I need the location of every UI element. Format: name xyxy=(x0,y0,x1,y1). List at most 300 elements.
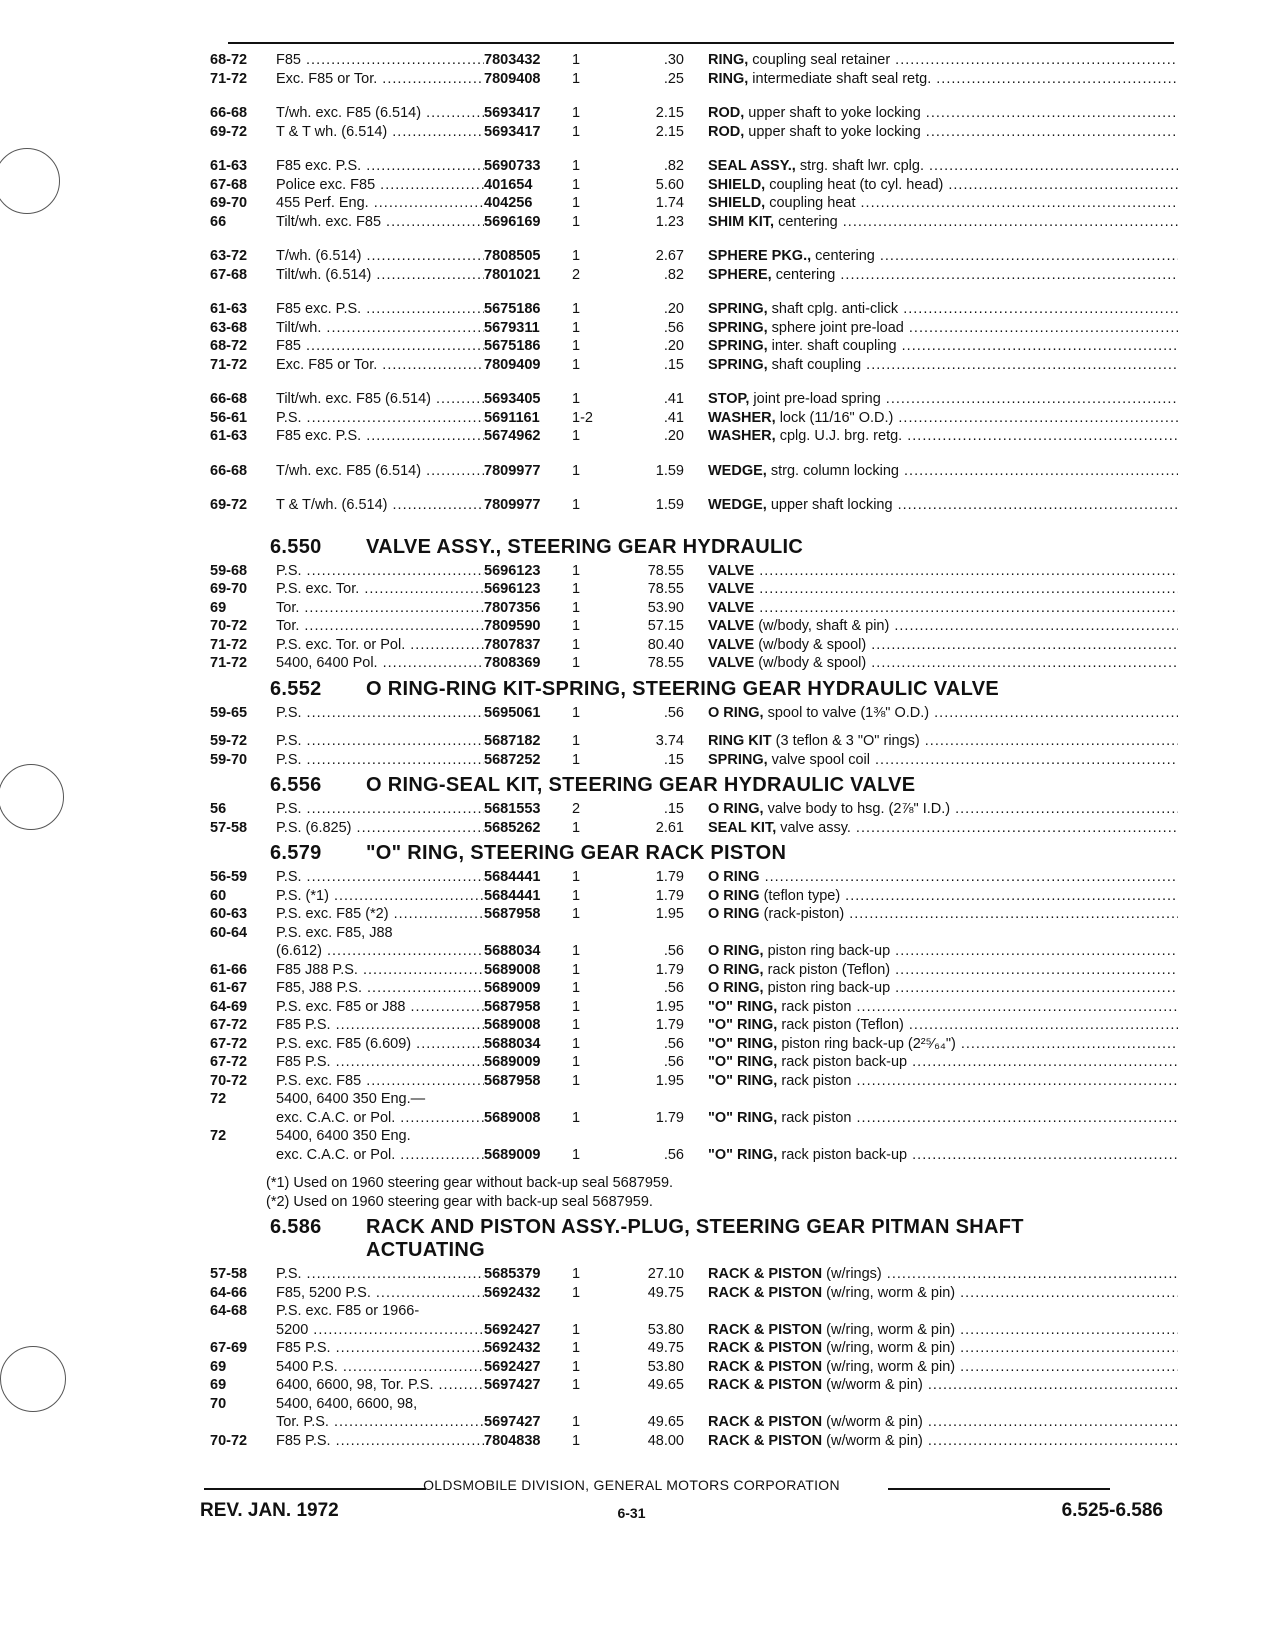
parts-list xyxy=(210,52,1178,1451)
part-row xyxy=(210,869,1178,888)
section-heading xyxy=(270,774,1178,797)
usage: T/wh. (6.514) ..... xyxy=(276,248,484,264)
part-row xyxy=(210,52,1178,71)
part-name: SPRING, xyxy=(708,301,768,317)
quantity: 1 xyxy=(572,704,581,721)
part-number: 5697427 xyxy=(484,1414,541,1430)
quantity: 1-2 xyxy=(572,409,593,426)
part-number: 7807356 xyxy=(484,599,541,616)
part-number: 7809977 xyxy=(484,497,541,513)
model-years: 70-72 xyxy=(210,1432,248,1449)
part-name: VALVE xyxy=(708,599,755,616)
description xyxy=(708,267,1178,283)
part-detail: centering xyxy=(771,266,836,283)
usage: P.S. exc. F85 or 1966- xyxy=(276,1303,420,1319)
quantity: 1 xyxy=(572,1109,581,1126)
price: 78.55 xyxy=(647,562,684,579)
part-row xyxy=(210,1266,1178,1285)
part-name: SPRING, xyxy=(708,319,768,336)
part-name: RING, xyxy=(708,52,749,68)
section-number: 6.556 xyxy=(270,774,322,796)
section-heading xyxy=(270,678,1178,701)
quantity: 1 xyxy=(572,618,581,634)
part-detail: inter. shaft coupling xyxy=(767,338,897,354)
part-row xyxy=(210,410,1178,429)
price: 53.80 xyxy=(647,1321,684,1338)
price: 2.15 xyxy=(655,123,684,140)
description xyxy=(708,801,1178,817)
usage: F85 P.S. ..... xyxy=(276,1340,484,1356)
usage: Exc. F85 or Tor. ..... xyxy=(276,357,484,373)
model-years: 69-70 xyxy=(210,195,248,211)
usage: P.S. ..... xyxy=(276,705,484,721)
price: 27.10 xyxy=(647,1266,684,1282)
part-row xyxy=(210,1433,1178,1452)
usage: 5200 ..... xyxy=(276,1322,484,1338)
part-number: 5687182 xyxy=(484,733,541,749)
description xyxy=(708,1340,1178,1356)
part-name: RACK & PISTON xyxy=(708,1321,823,1338)
part-name: SEAL ASSY., xyxy=(708,158,796,174)
part-name: SHIELD, xyxy=(708,176,766,193)
model-years: 66-68 xyxy=(210,391,248,407)
part-row xyxy=(210,1340,1178,1359)
quantity: 1 xyxy=(572,123,581,140)
quantity: 1 xyxy=(572,1358,581,1375)
page-number: 6-31 xyxy=(617,1505,646,1521)
price: 53.80 xyxy=(647,1358,684,1375)
part-row xyxy=(210,980,1178,999)
section-title xyxy=(366,1216,1178,1262)
usage: F85 exc. P.S. ..... xyxy=(276,158,484,174)
section-title-line: O RING-RING KIT-SPRING, STEERING GEAR HYDRAULIC VALVE xyxy=(366,677,999,700)
part-detail: strg. column locking xyxy=(766,462,899,479)
part-name: SPRING, xyxy=(708,751,768,768)
part-row xyxy=(210,428,1178,447)
model-years: 72 xyxy=(210,1128,227,1144)
usage: F85, J88 P.S. ..... xyxy=(276,980,484,996)
part-row xyxy=(210,563,1178,582)
usage: P.S. (6.825) ..... xyxy=(276,820,484,836)
usage: P.S. exc. F85 (*2) ..... xyxy=(276,906,484,922)
description xyxy=(708,1359,1178,1375)
usage: F85 P.S. ..... xyxy=(276,1054,484,1070)
description xyxy=(708,124,1178,140)
part-number: 5685379 xyxy=(484,1266,541,1282)
quantity: 1 xyxy=(572,52,581,68)
usage: exc. C.A.C. or Pol. ..... xyxy=(276,1147,484,1163)
part-number: 5684441 xyxy=(484,869,541,885)
price: .56 xyxy=(663,943,684,959)
description xyxy=(708,301,1178,317)
part-number: 5689009 xyxy=(484,1054,541,1070)
part-row xyxy=(210,71,1178,90)
usage: Tilt/wh. ..... xyxy=(276,320,484,336)
part-number: 5693417 xyxy=(484,105,541,121)
group-spacer xyxy=(210,375,1178,391)
usage: P.S. ..... xyxy=(276,563,484,579)
part-number: 7803432 xyxy=(484,52,541,68)
usage: 5400, 6400 350 Eng. xyxy=(276,1128,411,1144)
quantity: 1 xyxy=(572,1146,581,1163)
section-number: 6.579 xyxy=(270,842,322,864)
usage: 5400, 6400 Pol. ..... xyxy=(276,655,484,671)
model-years: 69 xyxy=(210,1358,227,1375)
description xyxy=(708,320,1178,336)
part-name: O RING, xyxy=(708,943,764,959)
part-number: 5687252 xyxy=(484,751,541,768)
group-spacer xyxy=(210,142,1178,158)
part-number: 5697427 xyxy=(484,1377,541,1393)
usage: 5400, 6400, 6600, 98, xyxy=(276,1395,418,1412)
usage: P.S. ..... xyxy=(276,869,484,885)
usage: P.S. ..... xyxy=(276,410,484,426)
description xyxy=(708,1285,1178,1301)
quantity: 1 xyxy=(572,1321,581,1338)
price: .56 xyxy=(663,1035,684,1052)
part-detail: sphere joint pre-load xyxy=(767,319,904,336)
part-detail: (w/ring, worm & pin) xyxy=(822,1321,956,1338)
part-number: 7808369 xyxy=(484,655,541,671)
part-name: RACK & PISTON xyxy=(708,1284,823,1301)
group-spacer xyxy=(210,232,1178,248)
description xyxy=(708,463,1178,479)
part-detail: (w/worm & pin) xyxy=(822,1414,923,1430)
description xyxy=(708,600,1178,616)
model-years: 68-72 xyxy=(210,52,248,68)
section-number: 6.552 xyxy=(270,677,322,700)
usage: F85 ..... xyxy=(276,52,484,68)
notes-spacer xyxy=(210,1165,1178,1175)
part-number: 5675186 xyxy=(484,301,541,317)
part-row xyxy=(210,733,1178,752)
section-title-line: VALVE ASSY., STEERING GEAR HYDRAULIC xyxy=(366,535,804,558)
description xyxy=(708,999,1178,1015)
part-detail: (w/worm & pin) xyxy=(822,1377,923,1393)
usage: P.S. exc. F85 (6.609) ..... xyxy=(276,1036,484,1052)
quantity: 1 xyxy=(572,428,581,444)
usage: Tilt/wh. exc. F85 (6.514) ..... xyxy=(276,391,484,407)
part-detail: rack piston back-up xyxy=(777,1146,908,1163)
part-detail: valve body to hsg. (2⅞" I.D.) xyxy=(763,801,951,817)
model-years: 67-68 xyxy=(210,266,248,283)
model-years: 71-72 xyxy=(210,356,248,373)
part-row xyxy=(210,248,1178,267)
quantity: 1 xyxy=(572,176,581,193)
part-detail: (w/body & spool) xyxy=(754,655,867,671)
part-name: SEAL KIT, xyxy=(708,819,777,836)
price: .20 xyxy=(663,301,684,317)
part-detail: rack piston (Teflon) xyxy=(777,1017,904,1033)
part-detail: (rack-piston) xyxy=(759,906,845,922)
quantity: 1 xyxy=(572,980,581,996)
model-years: 71-72 xyxy=(210,636,248,653)
usage: P.S. ..... xyxy=(276,752,484,768)
usage: exc. C.A.C. or Pol. ..... xyxy=(276,1110,484,1126)
quantity: 1 xyxy=(572,961,581,978)
page-range: 6.525-6.586 xyxy=(1061,1500,1163,1521)
price: 1.59 xyxy=(655,462,684,479)
price: 78.55 xyxy=(647,581,684,597)
price: .56 xyxy=(663,1146,684,1163)
section-title-line: RACK AND PISTON ASSY.-PLUG, STEERING GEAR PITMAN SHAFT xyxy=(366,1216,1024,1238)
description xyxy=(708,357,1178,373)
part-detail: joint pre-load spring xyxy=(749,391,881,407)
model-years: 57-58 xyxy=(210,819,248,836)
description xyxy=(708,581,1178,597)
usage: P.S. exc. F85, J88 xyxy=(276,924,393,941)
part-number: 5688034 xyxy=(484,1035,541,1052)
quantity: 1 xyxy=(572,213,581,230)
part-detail: centering xyxy=(774,213,838,230)
price: 1.95 xyxy=(655,998,684,1015)
part-detail: (w/ring, worm & pin) xyxy=(822,1340,956,1356)
part-number: 5689009 xyxy=(484,1146,541,1163)
section-title xyxy=(366,536,1178,559)
quantity: 1 xyxy=(572,943,581,959)
price: 1.79 xyxy=(655,887,684,904)
quantity: 1 xyxy=(572,1266,581,1282)
usage: Tor. ..... xyxy=(276,618,484,634)
part-number: 5692427 xyxy=(484,1358,541,1375)
description xyxy=(708,943,1178,959)
usage: F85 P.S. ..... xyxy=(276,1017,484,1033)
part-row xyxy=(210,177,1178,196)
usage: F85 J88 P.S. ..... xyxy=(276,962,484,978)
part-name: WEDGE, xyxy=(708,497,767,513)
quantity: 1 xyxy=(572,1072,581,1089)
part-detail: intermediate shaft seal retg. xyxy=(748,70,932,87)
part-name: VALVE xyxy=(708,655,755,671)
model-years: 56 xyxy=(210,801,227,817)
model-years: 69-70 xyxy=(210,581,248,597)
part-detail: coupling seal retainer xyxy=(748,52,891,68)
part-row xyxy=(210,581,1178,600)
usage: Tilt/wh. (6.514) ..... xyxy=(276,267,484,283)
price: 3.74 xyxy=(655,733,684,749)
part-name: RACK & PISTON xyxy=(708,1432,823,1449)
price: .30 xyxy=(663,52,684,68)
part-number: 5688034 xyxy=(484,943,541,959)
usage: P.S. ..... xyxy=(276,733,484,749)
price: .15 xyxy=(663,356,684,373)
description xyxy=(708,705,1178,721)
price: 1.74 xyxy=(655,195,684,211)
part-row xyxy=(210,1303,1178,1322)
part-row xyxy=(210,1073,1178,1092)
part-name: RACK & PISTON xyxy=(708,1377,823,1393)
part-detail: centering xyxy=(811,248,875,264)
description xyxy=(708,906,1178,922)
model-years: 66 xyxy=(210,213,227,230)
part-detail: rack piston back-up xyxy=(777,1054,908,1070)
part-row xyxy=(210,820,1178,839)
part-number: 5695061 xyxy=(484,704,541,721)
model-years: 66-68 xyxy=(210,105,248,121)
part-number: 5692427 xyxy=(484,1321,541,1338)
section-title-line: "O" RING, STEERING GEAR RACK PISTON xyxy=(366,842,787,864)
part-row xyxy=(210,888,1178,907)
part-row xyxy=(210,1322,1178,1341)
quantity: 1 xyxy=(572,562,581,579)
part-name: "O" RING, xyxy=(708,1072,778,1089)
model-years: 59-72 xyxy=(210,733,248,749)
quantity: 1 xyxy=(572,998,581,1015)
part-number: 5692432 xyxy=(484,1340,541,1356)
part-number: 5689008 xyxy=(484,1017,541,1033)
model-years: 69 xyxy=(210,599,227,616)
part-row xyxy=(210,497,1178,516)
model-years: 67-69 xyxy=(210,1340,248,1356)
section-title xyxy=(366,842,1178,865)
top-rule xyxy=(228,42,1174,44)
quantity: 1 xyxy=(572,819,581,836)
part-row xyxy=(210,1396,1178,1415)
part-row xyxy=(210,1054,1178,1073)
quantity: 1 xyxy=(572,655,581,671)
footer-division: OLDSMOBILE DIVISION, GENERAL MOTORS CORPORATION xyxy=(423,1477,840,1493)
part-detail: (w/body, shaft & pin) xyxy=(754,618,890,634)
part-row xyxy=(210,1036,1178,1055)
quantity: 1 xyxy=(572,1017,581,1033)
part-number: 7808505 xyxy=(484,248,541,264)
part-detail: (w/body & spool) xyxy=(754,636,867,653)
usage: F85 exc. P.S. ..... xyxy=(276,428,484,444)
part-detail: rack piston xyxy=(777,1072,852,1089)
part-detail: (teflon type) xyxy=(759,887,841,904)
section-title-line: ACTUATING xyxy=(366,1239,485,1261)
part-number: 5691161 xyxy=(484,409,540,426)
part-number: 5689008 xyxy=(484,961,541,978)
description xyxy=(708,563,1178,579)
usage: P.S. exc. Tor. or Pol. ..... xyxy=(276,637,484,653)
part-detail: spool to valve (1⅜" O.D.) xyxy=(763,704,930,721)
price: .20 xyxy=(663,428,684,444)
quantity: 1 xyxy=(572,497,581,513)
part-row xyxy=(210,124,1178,143)
usage: T & T wh. (6.514) ..... xyxy=(276,124,484,140)
part-detail: valve spool coil xyxy=(767,751,870,768)
part-detail: (w/ring, worm & pin) xyxy=(822,1358,956,1375)
section-heading xyxy=(270,536,1178,559)
quantity: 1 xyxy=(572,1414,581,1430)
part-number: 5679311 xyxy=(484,319,540,336)
price: 5.60 xyxy=(655,176,684,193)
usage: T/wh. exc. F85 (6.514) ..... xyxy=(276,105,484,121)
quantity: 1 xyxy=(572,906,581,922)
usage: P.S. exc. Tor. ..... xyxy=(276,581,484,597)
description xyxy=(708,820,1178,836)
part-name: "O" RING, xyxy=(708,998,778,1015)
price: 1.79 xyxy=(655,1017,684,1033)
usage: 455 Perf. Eng. ..... xyxy=(276,195,484,211)
part-number: 5696123 xyxy=(484,581,541,597)
price: .82 xyxy=(663,158,684,174)
part-name: SPRING, xyxy=(708,338,768,354)
usage: P.S. (*1) ..... xyxy=(276,888,484,904)
part-detail: piston ring back-up (2²⁵⁄₆₄") xyxy=(777,1035,956,1052)
part-row xyxy=(210,1377,1178,1396)
model-years: 59-65 xyxy=(210,704,248,721)
price: 49.65 xyxy=(647,1414,684,1430)
price: .56 xyxy=(663,980,684,996)
part-name: VALVE xyxy=(708,581,755,597)
part-name: O RING, xyxy=(708,980,764,996)
punch-hole-middle xyxy=(0,764,64,830)
part-name: O RING xyxy=(708,906,760,922)
quantity: 2 xyxy=(572,266,581,283)
part-detail: shaft coupling xyxy=(767,356,862,373)
model-years: 70-72 xyxy=(210,618,248,634)
part-number: 401654 xyxy=(484,176,533,193)
part-number: 5689008 xyxy=(484,1109,541,1126)
part-name: "O" RING, xyxy=(708,1109,778,1126)
price: 1.79 xyxy=(655,869,684,885)
description xyxy=(708,1017,1178,1033)
model-years: 64-66 xyxy=(210,1284,248,1301)
part-name: RACK & PISTON xyxy=(708,1414,823,1430)
part-row xyxy=(210,1017,1178,1036)
description xyxy=(708,410,1178,426)
quantity: 1 xyxy=(572,319,581,336)
price: .56 xyxy=(663,704,684,721)
price: 48.00 xyxy=(647,1432,684,1449)
quantity: 1 xyxy=(572,105,581,121)
section-number: 6.550 xyxy=(270,535,322,558)
part-detail: upper shaft to yoke locking xyxy=(744,123,921,140)
part-detail: rack piston xyxy=(777,998,852,1015)
part-row xyxy=(210,195,1178,214)
part-number: 7807837 xyxy=(484,636,541,653)
part-number: 5674962 xyxy=(484,428,541,444)
part-name: RING, xyxy=(708,70,749,87)
price: .41 xyxy=(663,409,684,426)
price: 49.75 xyxy=(647,1340,684,1356)
description xyxy=(708,752,1178,768)
part-detail: strg. shaft lwr. cplg. xyxy=(795,158,924,174)
model-years: 56-59 xyxy=(210,869,248,885)
price: 80.40 xyxy=(647,636,684,653)
part-row xyxy=(210,752,1178,771)
part-number: 5696169 xyxy=(484,213,541,230)
part-number: 5687958 xyxy=(484,1072,541,1089)
description xyxy=(708,1147,1178,1163)
part-row xyxy=(210,391,1178,410)
part-row xyxy=(210,705,1178,724)
quantity: 1 xyxy=(572,733,581,749)
part-row xyxy=(210,320,1178,339)
part-row xyxy=(210,338,1178,357)
description xyxy=(708,962,1178,978)
quantity: 1 xyxy=(572,581,581,597)
description xyxy=(708,1036,1178,1052)
part-number: 7809977 xyxy=(484,462,541,479)
price: 2.61 xyxy=(655,819,684,836)
model-years: 67-72 xyxy=(210,1054,248,1070)
description xyxy=(708,869,1178,885)
part-row xyxy=(210,357,1178,376)
part-detail: (w/worm & pin) xyxy=(822,1432,923,1449)
row-spacer xyxy=(210,723,1178,733)
usage: P.S. ..... xyxy=(276,1266,484,1282)
usage: 6400, 6600, 98, Tor. P.S. ..... xyxy=(276,1377,484,1393)
part-name: WASHER, xyxy=(708,428,776,444)
quantity: 1 xyxy=(572,1284,581,1301)
part-row xyxy=(210,943,1178,962)
part-name: "O" RING, xyxy=(708,1146,778,1163)
section-title xyxy=(366,678,1178,701)
part-detail: piston ring back-up xyxy=(763,980,891,996)
